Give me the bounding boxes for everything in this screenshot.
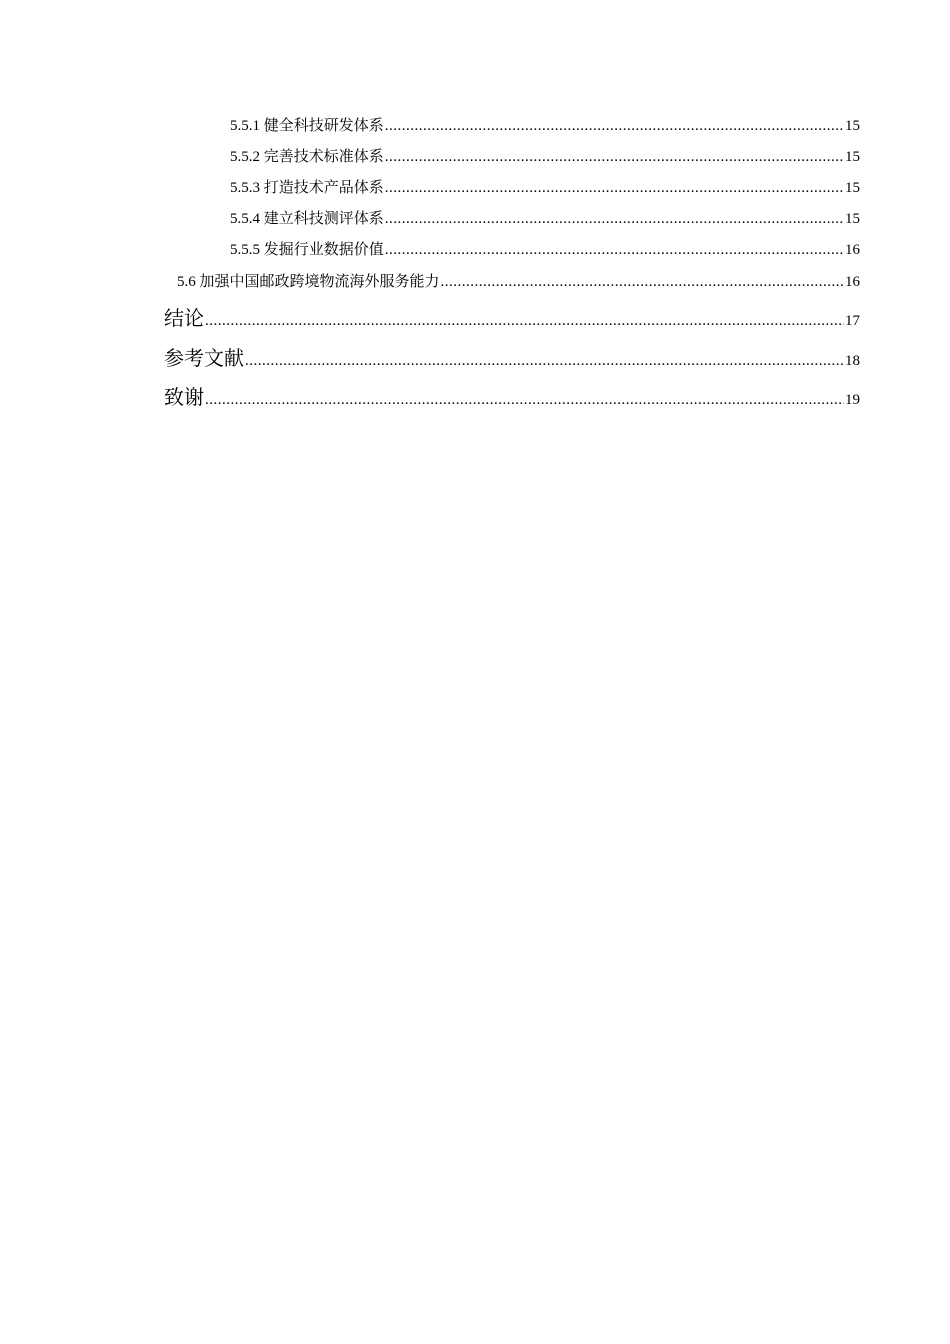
toc-entry-title: 建立科技测评体系 [263, 211, 384, 227]
toc-entry-number: 5.5.5 [230, 242, 260, 258]
toc-page-number: 18 [845, 353, 860, 369]
toc-entry-title: 致谢 [164, 385, 204, 409]
toc-page-number: 15 [845, 149, 860, 165]
toc-entry-label [230, 207, 384, 228]
toc-entry-5-5-3[interactable] [230, 176, 860, 197]
toc-page-number: 15 [845, 118, 860, 134]
dot-leader [385, 149, 844, 166]
dot-leader [441, 274, 844, 291]
toc-page-number: 16 [845, 242, 860, 258]
dot-leader [385, 180, 844, 197]
toc-entry-number: 5.5.4 [230, 211, 260, 227]
toc-entry-title: 完善技术标准体系 [263, 149, 384, 165]
toc-entry-5-5-2[interactable] [230, 145, 860, 166]
toc-entry-acknowledgements[interactable] [164, 381, 860, 410]
dot-leader [205, 392, 844, 409]
toc-entry-number: 5.5.3 [230, 180, 260, 196]
toc-entry-title: 结论 [164, 306, 204, 330]
dot-leader [205, 313, 844, 330]
toc-entry-references[interactable] [164, 342, 860, 371]
dot-leader [385, 242, 844, 259]
toc-entry-label [177, 270, 440, 291]
toc-entry-5-5-1[interactable] [230, 114, 860, 135]
toc-entry-label [230, 114, 384, 135]
toc-entry-label [230, 176, 384, 197]
toc-entry-5-6[interactable] [177, 270, 860, 291]
dot-leader [385, 118, 844, 135]
toc-entry-5-5-5[interactable] [230, 238, 860, 259]
dot-leader [385, 211, 844, 228]
dot-leader [245, 353, 844, 370]
toc-entry-title: 参考文献 [164, 346, 244, 370]
toc-page-number: 15 [845, 180, 860, 196]
toc-entry-title: 打造技术产品体系 [263, 180, 384, 196]
toc-page-number: 19 [845, 392, 860, 408]
toc-page-number: 17 [845, 313, 860, 329]
toc-page-number: 15 [845, 211, 860, 227]
toc-entry-5-5-4[interactable] [230, 207, 860, 228]
toc-entry-number: 5.5.1 [230, 118, 260, 134]
toc-entry-label [230, 145, 384, 166]
toc-entry-conclusion[interactable] [164, 302, 860, 331]
toc-entry-number: 5.5.2 [230, 149, 260, 165]
toc-entry-title: 发掘行业数据价值 [263, 242, 384, 258]
toc-entry-title: 加强中国邮政跨境物流海外服务能力 [199, 274, 440, 290]
toc-page-number: 16 [845, 274, 860, 290]
toc-entry-title: 健全科技研发体系 [263, 118, 384, 134]
toc-entry-label [230, 238, 384, 259]
toc-entry-number: 5.6 [177, 274, 196, 290]
